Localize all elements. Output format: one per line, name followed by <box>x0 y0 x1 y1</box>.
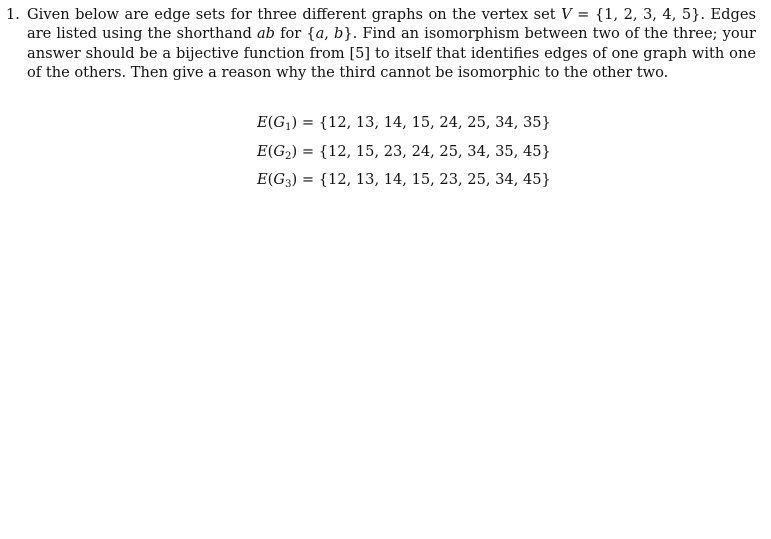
graph-index: 1 <box>285 122 292 133</box>
vertex-set-value: = {1, 2, 3, 4, 5}. Edges are listed using the shorthand <box>27 6 756 43</box>
edge-set-list <box>257 109 551 195</box>
graph-symbol: G <box>273 171 286 188</box>
edge-set-g3: $E(G_3) = \{12$, 13, 14, 15, 23, 25, 34, 45} <box>257 171 551 190</box>
problem-paragraph <box>27 5 756 82</box>
pair-b: b <box>334 25 344 43</box>
text-part-2: for { <box>274 25 316 43</box>
edge-set-values: = {12, 15, 23, 24, 25, 34, 35, 45} <box>297 142 551 160</box>
problem-text <box>27 5 756 82</box>
edge-set-g1: $E(G_1) = \{12$, 13, 14, 15, 24, 25, 34, 35} <box>257 114 551 133</box>
pair-separator: , <box>324 25 335 43</box>
pair-a: a <box>315 25 325 43</box>
edge-set-values: = {12, 13, 14, 15, 23, 25, 34, 45} <box>297 171 551 188</box>
text-part-1: Given below are edge sets for three different graphs on the vertex set <box>27 6 562 23</box>
problem-number: 1. <box>6 6 20 23</box>
edge-set-prefix: E <box>257 171 268 188</box>
graph-symbol: G <box>273 114 286 131</box>
problem-statement <box>6 5 756 82</box>
text-part-3: }. Find an isomorphism between two of the three; your answer should be a bijective function from [5] to itself that identifies edges of one graph with one of the others. Then give a reason why the third cannot be isomorphic to the other two. <box>27 25 756 81</box>
problem-row <box>6 5 756 82</box>
graph-index: 3 <box>285 179 292 190</box>
graph-index: 2 <box>285 150 292 162</box>
vertex-set-variable: V <box>561 6 572 23</box>
shorthand-variable: ab <box>256 25 275 43</box>
edge-set-g2: $E(G_2) = \{12$, 15, 23, 24, 25, 34, 35, 45} <box>257 142 551 162</box>
edge-set-prefix: E <box>257 114 268 131</box>
edge-set-values: = {12, 13, 14, 15, 24, 25, 34, 35} <box>297 114 551 131</box>
graph-symbol: G <box>273 142 286 160</box>
edge-set-prefix: E <box>257 142 268 160</box>
